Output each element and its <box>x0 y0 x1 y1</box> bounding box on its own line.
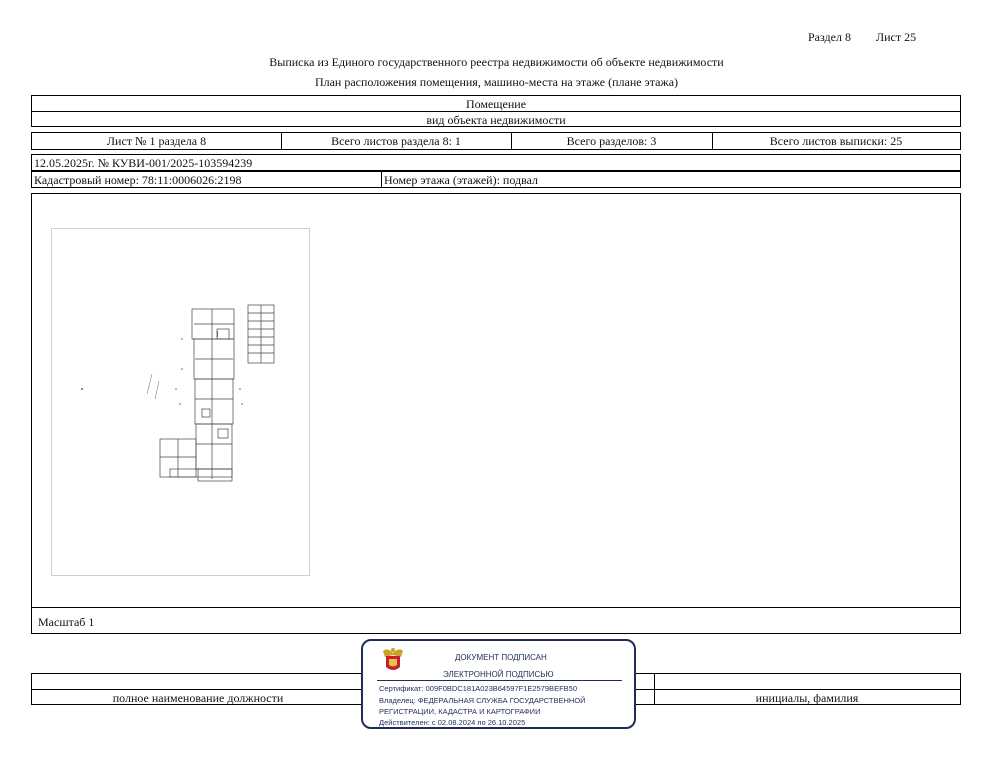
object-type: Помещение <box>465 97 527 111</box>
cadastral-row <box>31 171 961 188</box>
name-caption: инициалы, фамилия <box>755 691 859 705</box>
plan-area <box>31 193 961 634</box>
stamp-owner-2: РЕГИСТРАЦИИ, КАДАСТРА И КАРТОГРАФИИ <box>379 707 541 716</box>
document-subtitle: План расположения помещения, машино-места на этаже (плане этажа) <box>314 75 679 89</box>
floor-number: Номер этажа (этажей): подвал <box>384 173 539 187</box>
object-type-caption: вид объекта недвижимости <box>426 113 566 127</box>
stamp-line2: ЭЛЕКТРОННОЙ ПОДПИСЬЮ <box>443 670 554 679</box>
date-number: 12.05.2025г. № КУВИ-001/2025-103594239 <box>34 156 253 170</box>
total-sheets-extract: Всего листов выписки: 25 <box>769 134 903 148</box>
scale-label: Масштаб 1 <box>38 615 95 629</box>
floor-plan-image <box>51 228 310 576</box>
object-type-block <box>31 95 961 127</box>
sheets-info-row <box>31 132 961 150</box>
sheet-no: Лист № 1 раздела 8 <box>106 134 207 148</box>
record-date-row <box>31 154 961 171</box>
stamp-certificate: Сертификат: 009F0BDC181A023B64597F1E2579BEFB50 <box>379 684 577 693</box>
cadastral-number: Кадастровый номер: 78:11:0006026:2198 <box>34 173 242 187</box>
coat-of-arms-icon <box>377 645 409 677</box>
position-caption: полное наименование должности <box>112 691 284 705</box>
section-number: Раздел 8 <box>808 30 851 44</box>
sheet-number: Лист 25 <box>876 30 917 44</box>
stamp-line1: ДОКУМЕНТ ПОДПИСАН <box>455 653 547 662</box>
electronic-signature-stamp <box>361 639 636 729</box>
stamp-owner-1: Владелец: ФЕДЕРАЛЬНАЯ СЛУЖБА ГОСУДАРСТВЕННОЙ <box>379 696 586 705</box>
stamp-valid: Действителен: с 02.08.2024 по 26.10.2025 <box>379 718 526 727</box>
document-title: Выписка из Единого государственного реестра недвижимости об объекте недвижимости <box>269 55 724 69</box>
total-sections: Всего разделов: 3 <box>566 134 657 148</box>
total-sheets-section: Всего листов раздела 8: 1 <box>331 134 461 148</box>
